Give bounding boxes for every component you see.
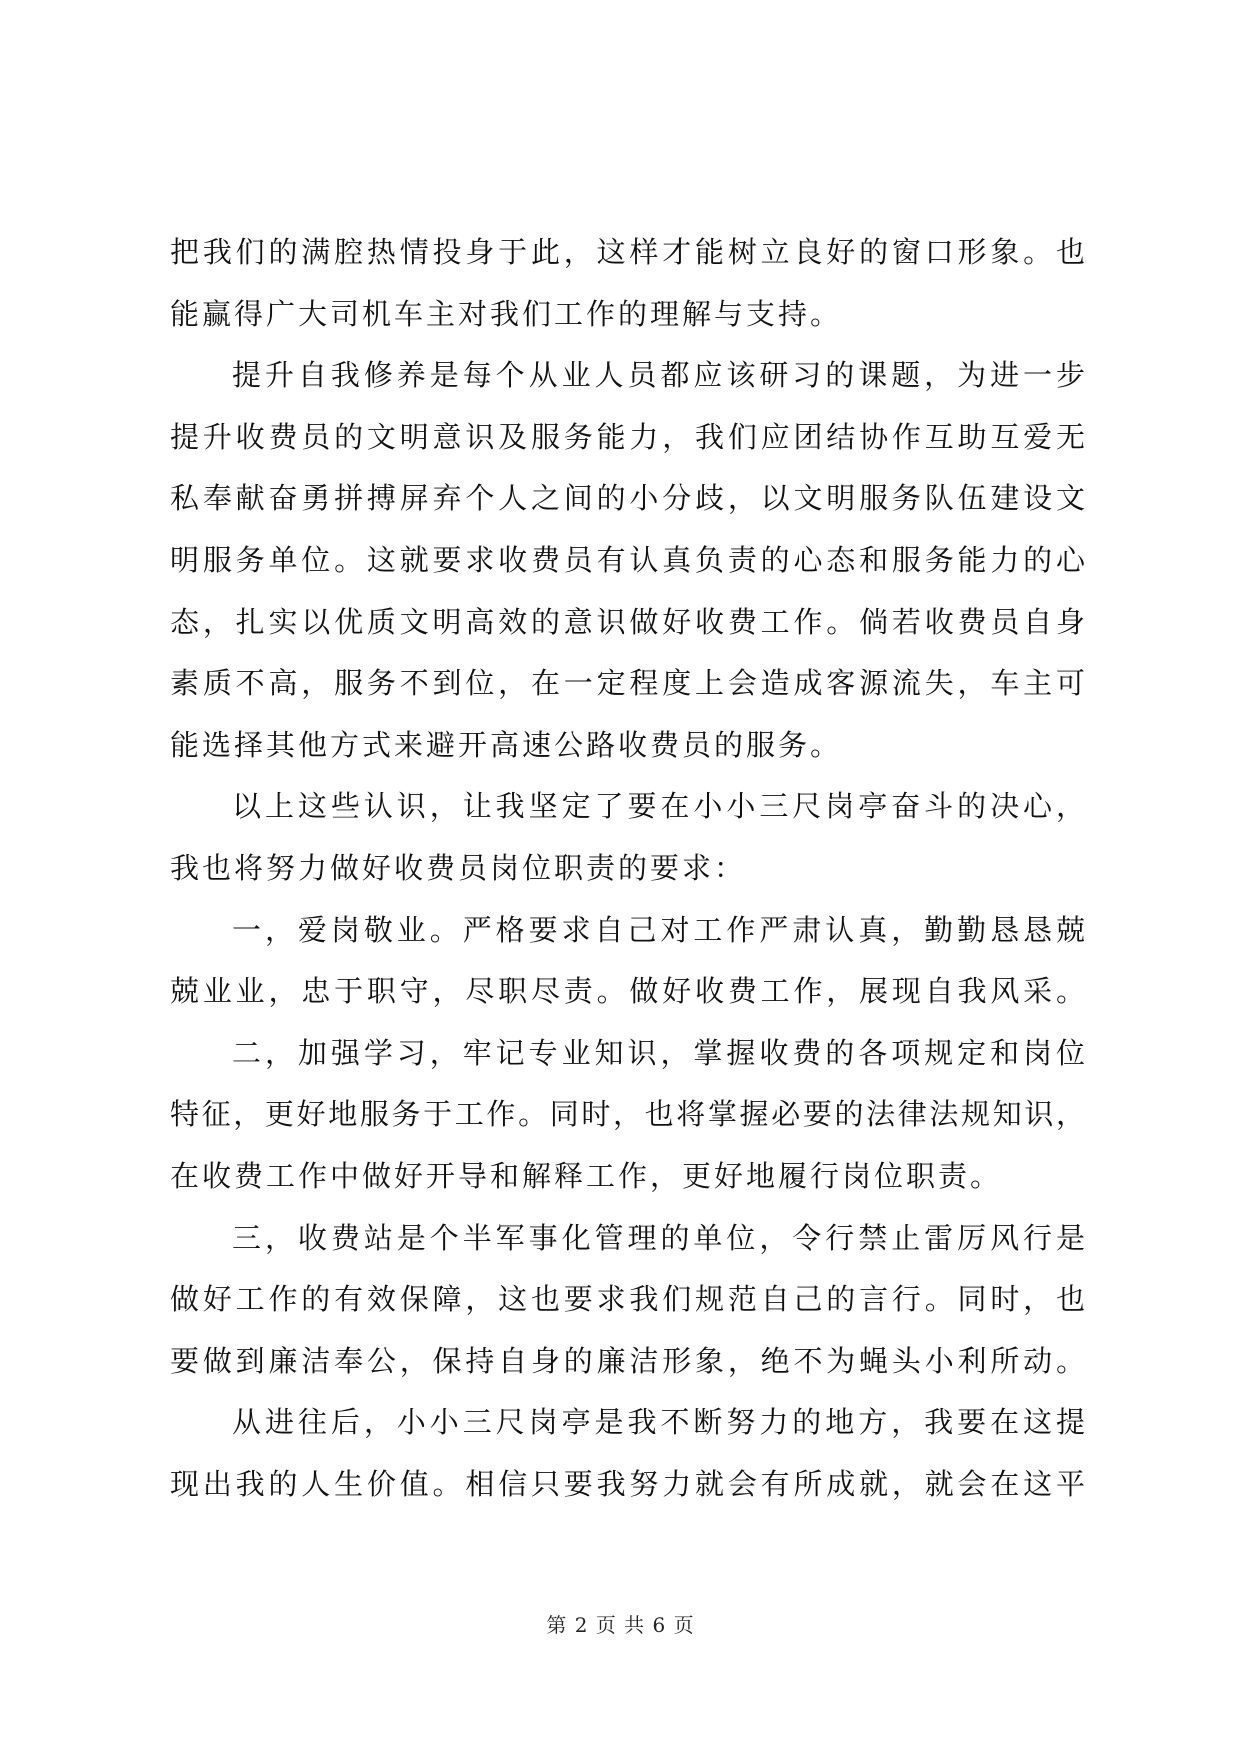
text-line: 现出我的人生价值。相信只要我努力就会有所成就，就会在这平 — [170, 1466, 1085, 1501]
paragraph — [170, 900, 1085, 1023]
text-line: 态，扎实以优质文明高效的意识做好收费工作。倘若收费员自身 — [170, 604, 1085, 639]
text-line: 提升自我修养是每个从业人员都应该研习的课题，为进一步 — [232, 358, 1085, 393]
text-line: 特征，更好地服务于工作。同时，也将掌握必要的法律法规知识， — [170, 1097, 1085, 1132]
paragraph — [170, 345, 1085, 776]
paragraph — [170, 1208, 1085, 1393]
text-line: 素质不高，服务不到位，在一定程度上会造成客源流失，车主可 — [170, 666, 1085, 701]
text-line: 私奉献奋勇拼搏屏弃个人之间的小分歧，以文明服务队伍建设文 — [170, 481, 1085, 516]
text-line: 提升收费员的文明意识及服务能力，我们应团结协作互助互爱无 — [170, 419, 1085, 454]
text-line: 能选择其他方式来避开高速公路收费员的服务。 — [170, 727, 843, 762]
text-line: 能赢得广大司机车主对我们工作的理解与支持。 — [170, 296, 843, 331]
page-footer: 第 2 页 共 6 页 — [546, 1613, 695, 1637]
paragraph — [170, 1392, 1085, 1515]
paragraph — [170, 776, 1085, 899]
document-body — [170, 222, 1085, 1515]
text-line: 从进往后，小小三尺岗亭是我不断努力的地方，我要在这提 — [232, 1405, 1085, 1440]
paragraph — [170, 222, 1085, 345]
text-line: 明服务单位。这就要求收费员有认真负责的心态和服务能力的心 — [170, 542, 1085, 577]
text-line: 在收费工作中做好开导和解释工作，更好地履行岗位职责。 — [170, 1158, 1003, 1193]
text-line: 要做到廉洁奉公，保持自身的廉洁形象，绝不为蝇头小利所动。 — [170, 1343, 1085, 1378]
text-line: 把我们的满腔热情投身于此，这样才能树立良好的窗口形象。也 — [170, 235, 1085, 269]
text-line: 兢业业，忠于职守，尽职尽责。做好收费工作，展现自我风采。 — [170, 974, 1085, 1009]
text-line: 我也将努力做好收费员岗位职责的要求： — [170, 850, 747, 885]
paragraph — [170, 1023, 1085, 1208]
text-line: 以上这些认识，让我坚定了要在小小三尺岗亭奋斗的决心， — [232, 789, 1085, 824]
text-line: 三，收费站是个半军事化管理的单位，令行禁止雷厉风行是 — [232, 1220, 1085, 1255]
text-line: 二，加强学习，牢记专业知识，掌握收费的各项规定和岗位 — [232, 1035, 1085, 1070]
text-line: 做好工作的有效保障，这也要求我们规范自己的言行。同时，也 — [170, 1282, 1085, 1317]
text-line: 一，爱岗敬业。严格要求自己对工作严肃认真，勤勤恳恳兢 — [232, 912, 1085, 947]
